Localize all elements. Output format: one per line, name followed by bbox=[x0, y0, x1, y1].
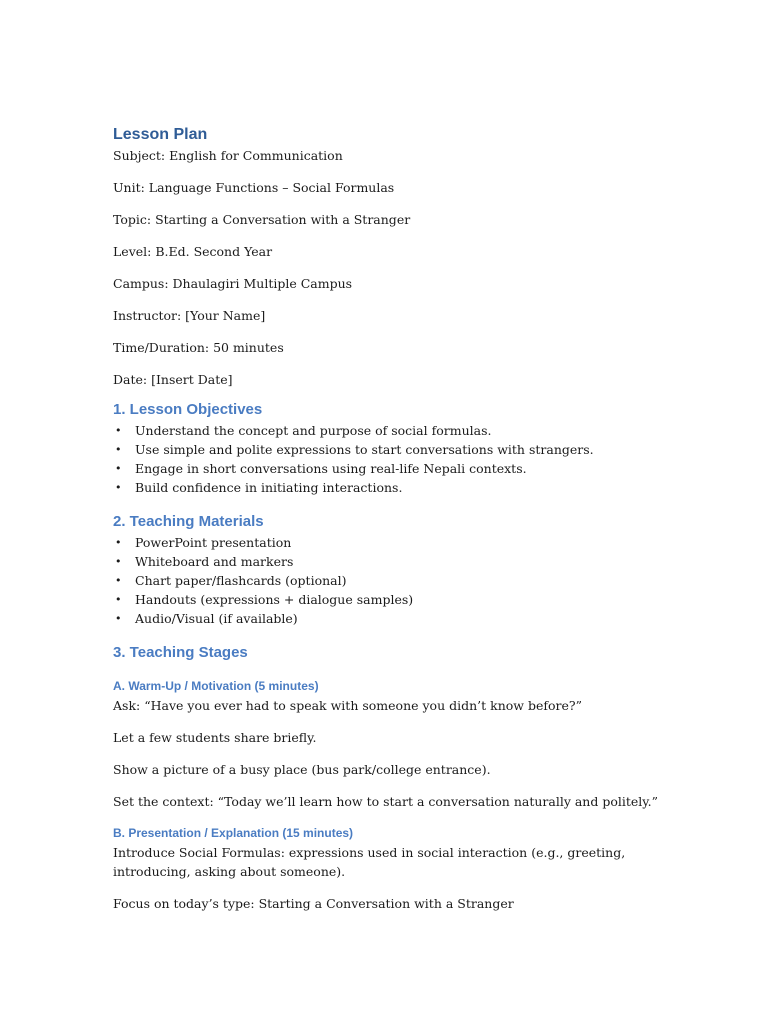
list-item-text: Build confidence in initiating interactions. bbox=[135, 480, 403, 495]
section-heading-objectives: 1. Lesson Objectives bbox=[113, 401, 263, 418]
stage-a-paragraph: Show a picture of a busy place (bus park/college entrance). bbox=[113, 762, 491, 777]
stage-b-paragraph: Focus on today’s type: Starting a Conversation with a Stranger bbox=[113, 896, 514, 911]
materials-list bbox=[113, 533, 673, 628]
bullet-icon: • bbox=[115, 443, 122, 456]
list-item bbox=[113, 440, 673, 459]
bullet-icon: • bbox=[115, 424, 122, 437]
section-heading-materials: 2. Teaching Materials bbox=[113, 513, 264, 530]
bullet-icon: • bbox=[115, 462, 122, 475]
list-item-text: Understand the concept and purpose of social formulas. bbox=[135, 423, 492, 438]
stage-a-paragraph: Set the context: “Today we’ll learn how to start a conversation naturally and politely.” bbox=[113, 794, 659, 809]
list-item-text: Audio/Visual (if available) bbox=[135, 611, 298, 626]
list-item-text: Chart paper/flashcards (optional) bbox=[135, 573, 347, 588]
list-item-text: PowerPoint presentation bbox=[135, 535, 292, 550]
list-item bbox=[113, 590, 673, 609]
list-item bbox=[113, 478, 673, 497]
list-item bbox=[113, 609, 673, 628]
list-item bbox=[113, 459, 673, 478]
bullet-icon: • bbox=[115, 481, 122, 494]
duration-line: Time/Duration: 50 minutes bbox=[113, 340, 284, 355]
list-item-text: Use simple and polite expressions to start conversations with strangers. bbox=[135, 442, 594, 457]
list-item bbox=[113, 421, 673, 440]
stage-b-paragraph: Introduce Social Formulas: expressions used in social interaction (e.g., greeting, introducing, asking about someone). bbox=[113, 845, 626, 879]
bullet-icon: • bbox=[115, 612, 122, 625]
instructor-line: Instructor: [Your Name] bbox=[113, 308, 266, 323]
bullet-icon: • bbox=[115, 593, 122, 606]
document-title: Lesson Plan bbox=[113, 126, 208, 143]
list-item-text: Engage in short conversations using real-life Nepali contexts. bbox=[135, 461, 527, 476]
section-heading-stages: 3. Teaching Stages bbox=[113, 644, 248, 661]
bullet-icon: • bbox=[115, 555, 122, 568]
unit-line: Unit: Language Functions – Social Formulas bbox=[113, 180, 395, 195]
document-body bbox=[113, 124, 673, 926]
date-line: Date: [Insert Date] bbox=[113, 372, 233, 387]
level-line: Level: B.Ed. Second Year bbox=[113, 244, 273, 259]
topic-line: Topic: Starting a Conversation with a Stranger bbox=[113, 212, 411, 227]
list-item bbox=[113, 533, 673, 552]
objectives-list bbox=[113, 421, 673, 497]
stage-b-heading: B. Presentation / Explanation (15 minutes) bbox=[113, 826, 354, 840]
list-item bbox=[113, 571, 673, 590]
list-item-text: Whiteboard and markers bbox=[135, 554, 294, 569]
bullet-icon: • bbox=[115, 574, 122, 587]
info-block bbox=[113, 146, 673, 389]
stage-a-heading: A. Warm-Up / Motivation (5 minutes) bbox=[113, 679, 319, 693]
subject-line: Subject: English for Communication bbox=[113, 148, 343, 163]
stage-a-paragraph: Ask: “Have you ever had to speak with someone you didn’t know before?” bbox=[113, 698, 582, 713]
list-item-text: Handouts (expressions + dialogue samples) bbox=[135, 592, 414, 607]
list-item bbox=[113, 552, 673, 571]
stage-a-paragraph: Let a few students share briefly. bbox=[113, 730, 317, 745]
campus-line: Campus: Dhaulagiri Multiple Campus bbox=[113, 276, 353, 291]
bullet-icon: • bbox=[115, 536, 122, 549]
